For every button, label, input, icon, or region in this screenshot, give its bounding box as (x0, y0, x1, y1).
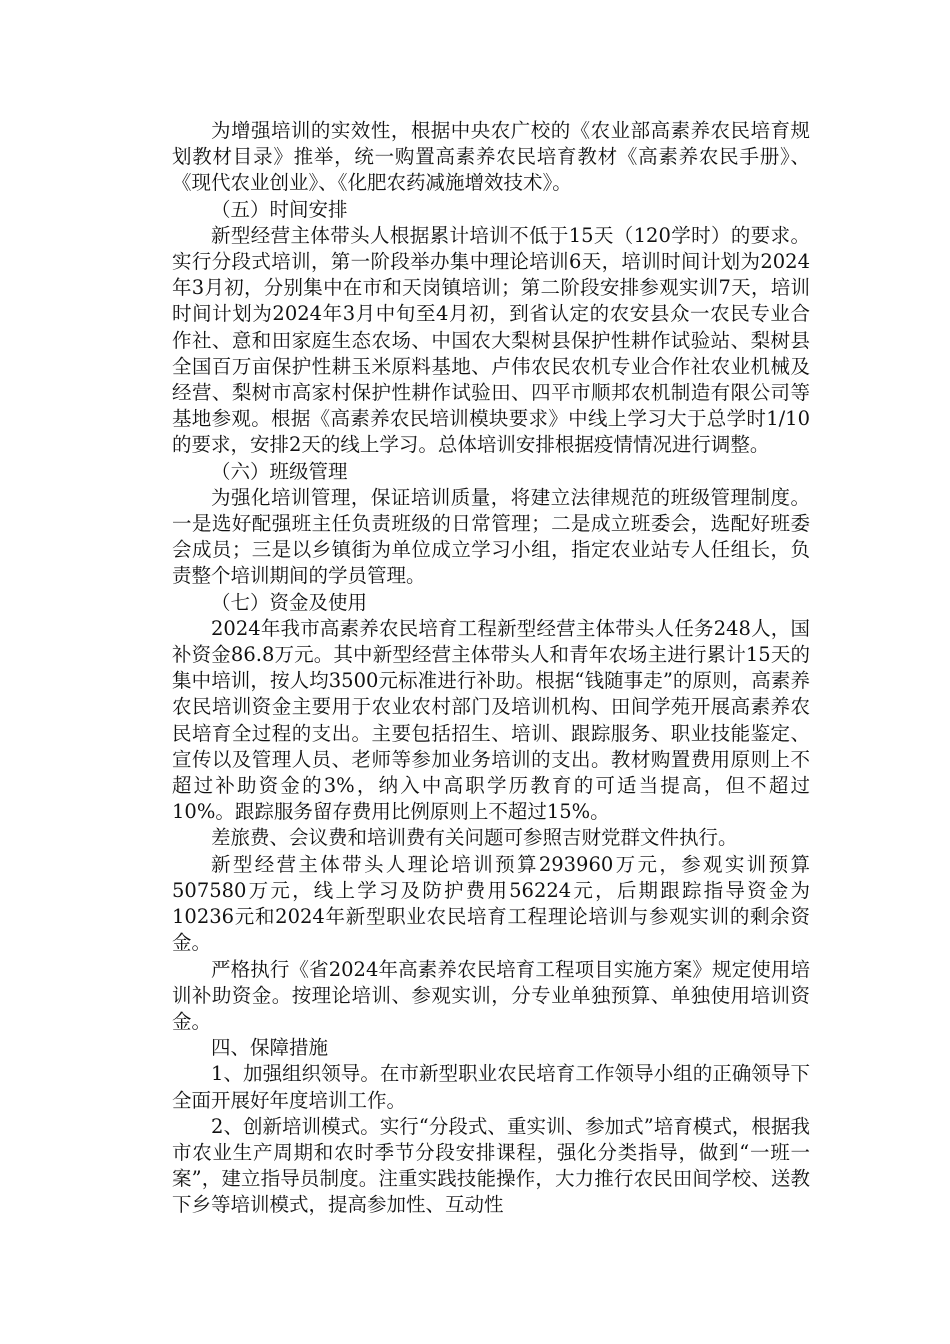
paragraph-textbook-purchase: 为增强培训的实效性，根据中央农广校的《农业部高素养农民培育规划教材目录》推举，统一购置高素养农民培育教材《高素养农民手册》、《现代农业创业》、《化肥农药减施增效技术》。 (172, 119, 810, 195)
paragraph-budget: 新型经营主体带头人理论培训预算293960万元，参观实训预算507580万元，线上学习及防护费用56224元，后期跟踪指导资金为10236元和2024年新型职业农民培育工程理论培训与参观实训的剩余资金。 (172, 852, 810, 955)
paragraph-funds: 2024年我市高素养农民培育工程新型经营主体带头人任务248人，国补资金86.8万元。其中新型经营主体带头人和青年农场主进行累计15天的集中培训，按人均3500元标准进行补助。根据“钱随事走”的原则，高素养农民培训资金主要用于农业农村部门及培训机构、田间学苑开展高素养农民培育全过程的支出。主要包括招生、培训、跟踪服务、职业技能鉴定、宣传以及管理人员、老师等参加业务培训的支出。教材购置费用原则上不超过补助资金的3%，纳入中高职学历教育的可适当提高，但不超过10%。跟踪服务留存费用比例原则上不超过15%。 (172, 616, 810, 824)
heading-funds: （七）资金及使用 (211, 590, 368, 614)
heading-class-management: （六）班级管理 (211, 459, 348, 483)
paragraph-schedule: 新型经营主体带头人根据累计培训不低于15天（120学时）的要求。实行分段式培训，第一阶段举办集中理论培训6天，培训时间计划为2024年3月初，分别集中在市和天岗镇培训；第二阶段安排参观实训7天，培训时间计划为2024年3月中旬至4月初，到省认定的农安县众一农民专业合作社、意和田家庭生态农场、中国农大梨树县保护性耕作试验站、梨树县全国百万亩保护性耕玉米原料基地、卢伟农民农机专业合作社农业机械及经营、梨树市高家村保护性耕作试验田、四平市顺邦农机制造有限公司等基地参观。根据《高素养农民培训模块要求》中线上学习大于总学时1/10的要求，安排2天的线上学习。总体培训安排根据疫情情况进行调整。 (172, 223, 810, 457)
paragraph-class-management: 为强化培训管理，保证培训质量，将建立法律规范的班级管理制度。一是选好配强班主任负责班级的日常管理；二是成立班委会，选配好班委会成员；三是以乡镇街为单位成立学习小组，指定农业站专人任组长，负责整个培训期间的学员管理。 (172, 485, 810, 588)
paragraph-innovation: 2、创新培训模式。实行“分段式、重实训、参加式”培育模式，根据我市农业生产周期和农时季节分段安排课程，强化分类指导，做到“一班一案”，建立指导员制度。注重实践技能操作，大力推行农民田间学校、送教下乡等培训模式，提高参加性、互动性 (172, 1114, 810, 1217)
paragraph-leadership: 1、加强组织领导。在市新型职业农民培育工作领导小组的正确领导下全面开展好年度培训工作。 (172, 1062, 810, 1112)
heading-schedule: （五）时间安排 (211, 197, 348, 221)
paragraph-strict-execution: 严格执行《省2024年高素养农民培育工程项目实施方案》规定使用培训补助资金。按理论培训、参观实训，分专业单独预算、单独使用培训资金。 (172, 957, 810, 1033)
paragraph-travel-expenses: 差旅费、会议费和培训费有关问题可参照吉财党群文件执行。 (211, 826, 738, 850)
heading-safeguards: 四、保障措施 (211, 1036, 329, 1060)
